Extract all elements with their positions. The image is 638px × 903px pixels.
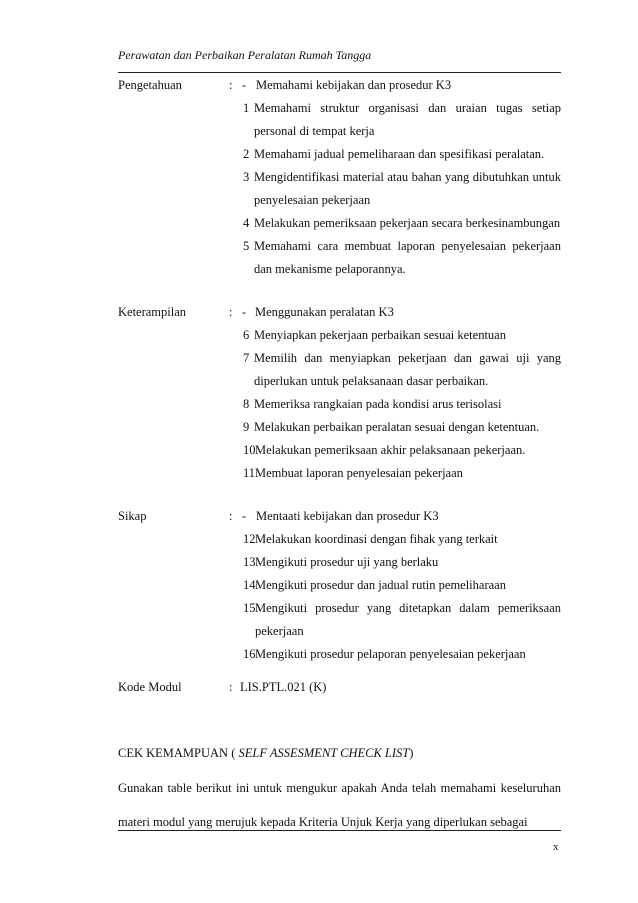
- sikap-label: Sikap: [118, 509, 147, 523]
- page-number: x: [553, 841, 559, 853]
- item-number: 15: [243, 601, 256, 615]
- item-text: Melakukan perbaikan peralatan sesuai dengan ketentuan.: [254, 420, 540, 434]
- item-text: Melakukan pemeriksaan akhir pelaksanaan pekerjaan.: [255, 443, 526, 457]
- sikap-item-15: [243, 597, 561, 643]
- self-assessment-paragraph: [118, 771, 561, 839]
- pengetahuan-label: Pengetahuan: [118, 78, 182, 92]
- pengetahuan-dash: -: [242, 78, 247, 92]
- kode-modul-colon: :: [229, 680, 233, 694]
- item-text: Membuat laporan penyelesaian pekerjaan: [255, 466, 463, 480]
- kode-modul-value: LIS.PTL.021 (K): [240, 680, 327, 694]
- sikap-dash-text: Mentaati kebijakan dan prosedur K3: [256, 509, 439, 523]
- item-number: 5: [243, 239, 250, 253]
- item-text: Memeriksa rangkaian pada kondisi arus terisolasi: [254, 397, 502, 411]
- sikap-colon: :: [229, 509, 233, 523]
- sikap-item-14: [243, 574, 561, 597]
- pengetahuan-item-4: [243, 212, 561, 235]
- footer-rule: [118, 830, 561, 831]
- item-number: 13: [243, 555, 256, 569]
- keterampilan-colon: :: [229, 305, 233, 319]
- keterampilan-dash: -: [242, 305, 247, 319]
- keterampilan-item-6: [243, 324, 561, 347]
- keterampilan-dash-text: Menggunakan peralatan K3: [255, 305, 394, 319]
- item-number: 14: [243, 578, 256, 592]
- item-number: 7: [243, 351, 250, 365]
- pengetahuan-item-2: [243, 143, 561, 166]
- item-number: 9: [243, 420, 250, 434]
- pengetahuan-dash-text: Memahami kebijakan dan prosedur K3: [256, 78, 452, 92]
- item-text: Mengidentifikasi material atau bahan yang dibutuhkan untuk penyelesaian pekerjaan: [254, 170, 561, 207]
- keterampilan-item-10: [243, 439, 561, 462]
- item-number: 6: [243, 328, 250, 342]
- pengetahuan-item-1: [243, 97, 561, 143]
- item-number: 11: [243, 466, 256, 480]
- keterampilan-item-9: [243, 416, 561, 439]
- keterampilan-item-11: [243, 462, 561, 485]
- header-rule: [118, 72, 561, 73]
- keterampilan-label: Keterampilan: [118, 305, 187, 319]
- item-text: Mengikuti prosedur uji yang berlaku: [255, 555, 439, 569]
- pengetahuan-item-5: [243, 235, 561, 281]
- heading-prefix: CEK KEMAMPUAN (: [118, 746, 239, 760]
- sikap-item-12: [243, 528, 561, 551]
- item-number: 3: [243, 170, 250, 184]
- kode-modul-label: Kode Modul: [118, 680, 182, 694]
- pengetahuan-item-3: [243, 166, 561, 212]
- item-text: Memahami cara membuat laporan penyelesaian pekerjaan dan mekanisme pelaporannya.: [254, 239, 561, 276]
- item-text: Menyiapkan pekerjaan perbaikan sesuai ketentuan: [254, 328, 506, 342]
- self-assessment-heading: [118, 746, 413, 761]
- heading-italic: SELF ASSESMENT CHECK LIST: [238, 746, 410, 760]
- item-number: 4: [243, 216, 250, 230]
- item-number: 2: [243, 147, 250, 161]
- heading-suffix: ): [409, 746, 414, 760]
- keterampilan-item-8: [243, 393, 561, 416]
- pengetahuan-colon: :: [229, 78, 233, 92]
- item-number: 8: [243, 397, 250, 411]
- item-text: Melakukan pemeriksaan pekerjaan secara berkesinambungan: [254, 216, 561, 230]
- item-number: 16: [243, 647, 256, 661]
- paragraph-text: Gunakan table berikut ini untuk mengukur apakah Anda telah memahami keseluruhan materi modul yang merujuk kepada Kriteria Unjuk Kerja yang diperlukan sebagai: [118, 781, 561, 829]
- keterampilan-item-7: [243, 347, 561, 393]
- item-text: Mengikuti prosedur dan jadual rutin pemeliharaan: [255, 578, 506, 592]
- item-text: Mengikuti prosedur yang ditetapkan dalam pemeriksaan pekerjaan: [255, 601, 561, 638]
- item-text: Memahami jadual pemeliharaan dan spesifikasi peralatan.: [254, 147, 545, 161]
- item-text: Melakukan koordinasi dengan fihak yang terkait: [255, 532, 498, 546]
- sikap-dash: -: [242, 509, 247, 523]
- sikap-item-13: [243, 551, 561, 574]
- item-text: Memahami struktur organisasi dan uraian tugas setiap personal di tempat kerja: [254, 101, 561, 138]
- page-header-title: Perawatan dan Perbaikan Peralatan Rumah Tangga: [118, 48, 372, 62]
- item-text: Mengikuti prosedur pelaporan penyelesaian pekerjaan: [255, 647, 526, 661]
- item-text: Memilih dan menyiapkan pekerjaan dan gawai uji yang diperlukan untuk pelaksanaan dasar perbaikan.: [254, 351, 561, 388]
- item-number: 1: [243, 101, 250, 115]
- item-number: 12: [243, 532, 256, 546]
- sikap-item-16: [243, 643, 561, 666]
- item-number: 10: [243, 443, 256, 457]
